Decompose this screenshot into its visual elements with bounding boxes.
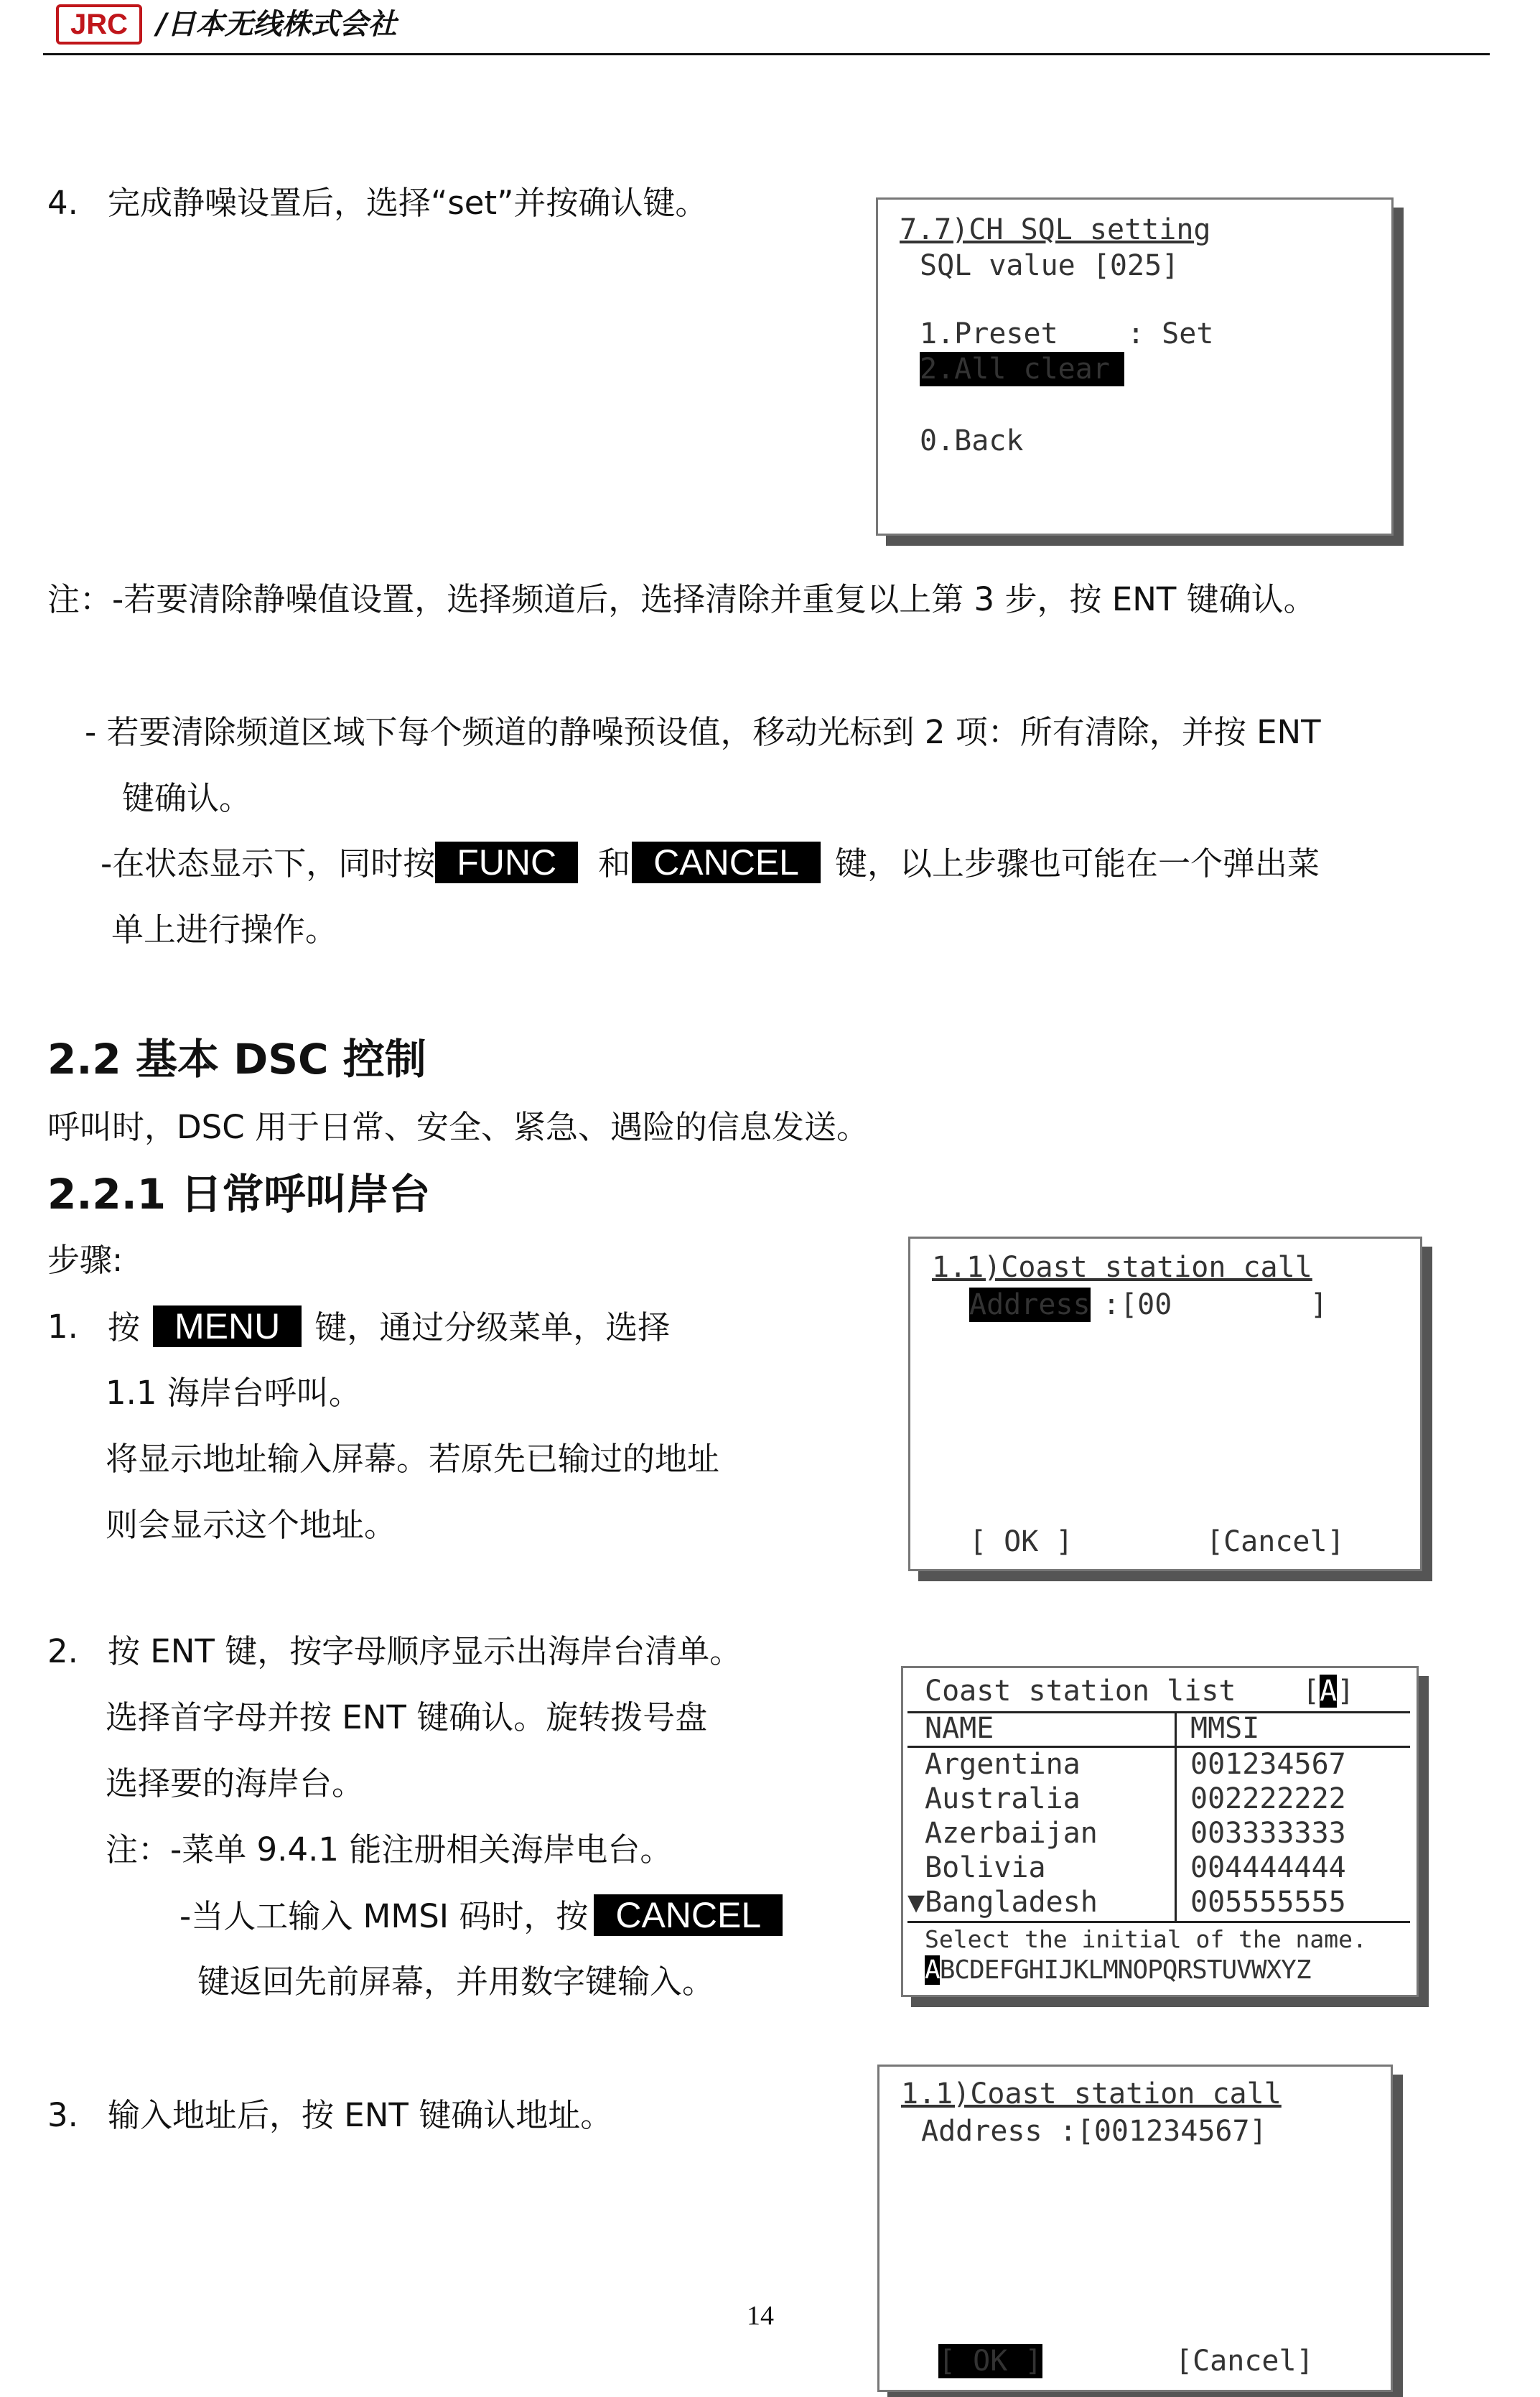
address-label: Address	[969, 1288, 1091, 1321]
step4-number: 4.	[47, 184, 78, 222]
coast-station-call-screen	[908, 1237, 1422, 1571]
note-popup-post: 键，以上步骤也可能在一个弹出菜	[834, 844, 1320, 883]
step4-text: 完成静噪设置后，选择“set”并按确认键。	[108, 184, 708, 222]
station-name: ▼Bangladesh	[907, 1886, 1098, 1919]
cancel-key-2: CANCEL	[594, 1894, 783, 1936]
station-name: Bolivia	[925, 1851, 1046, 1884]
station-row[interactable]	[903, 1851, 1406, 1885]
station-name: Argentina	[925, 1748, 1081, 1781]
ok-button[interactable]: [ OK ]	[969, 1525, 1073, 1558]
station-mmsi: 001234567	[1190, 1748, 1346, 1781]
step3-text: 输入地址后，按 ENT 键确认地址。	[108, 2096, 613, 2134]
step2-note-mmsi-cont: 键返回先前屏幕，并用数字键输入。	[197, 1963, 715, 2001]
company-name: /日本无线株式会社	[157, 8, 397, 41]
jrc-logo	[56, 4, 142, 45]
func-key: FUNC	[435, 842, 578, 883]
coast-station-call-result-screen	[877, 2065, 1393, 2392]
col-name-header: NAME	[925, 1712, 994, 1745]
note-clear-sql: 注：-若要清除静噪值设置，选择频道后，选择清除并重复以上第 3 步，按 ENT 键确认。	[47, 580, 1316, 618]
cancel-button[interactable]: [Cancel]	[1175, 2345, 1314, 2378]
screen-title: 7.7)CH SQL setting	[900, 213, 1211, 246]
section-2-2-1-heading: 2.2.1 日常呼叫岸台	[47, 1170, 431, 1219]
screen-title: 1.1)Coast station call	[901, 2077, 1282, 2110]
station-mmsi: 004444444	[1190, 1851, 1346, 1884]
list-footer-rule	[907, 1921, 1410, 1923]
menu-option-preset[interactable]: 1.Preset : Set	[920, 317, 1214, 350]
step2-line3: 选择要的海岸台。	[106, 1764, 365, 1802]
section-2-2-intro: 呼叫时，DSC 用于日常、安全、紧急、遇险的信息发送。	[47, 1108, 869, 1146]
cancel-key: CANCEL	[632, 842, 821, 883]
step2-note-mmsi	[179, 1894, 783, 1938]
station-row[interactable]	[903, 1885, 1406, 1919]
cancel-button[interactable]: [Cancel]	[1206, 1525, 1345, 1558]
menu-option-all-clear[interactable]: 2.All clear	[920, 352, 1124, 386]
station-name: Australia	[925, 1782, 1081, 1815]
step3-number: 3.	[47, 2096, 78, 2134]
alphabet-selector[interactable]	[925, 1954, 1311, 1987]
coast-station-list-screen	[901, 1666, 1419, 1997]
address-field[interactable]: :[00 ]	[1103, 1288, 1328, 1321]
title-letter-box: [A]	[1302, 1675, 1355, 1708]
logo-text: JRC	[70, 9, 129, 40]
step1-line2: 1.1 海岸台呼叫。	[106, 1374, 361, 1412]
step1-line3: 将显示地址输入屏幕。若原先已输过的地址	[106, 1440, 720, 1478]
step2-note: 注：-菜单 9.4.1 能注册相关海岸电台。	[106, 1830, 673, 1868]
page-number: 14	[747, 2301, 774, 2331]
menu-key: MENU	[153, 1305, 302, 1347]
note-clear-preset-cont: 键确认。	[122, 779, 252, 817]
station-name: Azerbaijan	[925, 1817, 1098, 1850]
note-popup-line	[101, 842, 1320, 885]
select-hint: Select the initial of the name.	[925, 1925, 1367, 1953]
station-mmsi: 005555555	[1190, 1886, 1346, 1919]
step1-pre: 按	[108, 1308, 141, 1346]
step2-number: 2.	[47, 1632, 78, 1670]
alphabet-rest[interactable]: BCDEFGHIJKLMNOPQRSTUVWXYZ	[939, 1955, 1311, 1985]
header-divider	[43, 53, 1490, 55]
note-popup-and: 和	[598, 844, 631, 883]
note-clear-preset: - 若要清除频道区域下每个频道的静噪预设值，移动光标到 2 项：所有清除，并按 ENT	[85, 713, 1321, 751]
sql-setting-screen	[876, 197, 1394, 536]
station-mmsi: 002222222	[1190, 1782, 1346, 1815]
screen-title: 1.1)Coast station call	[932, 1251, 1312, 1284]
steps-label: 步骤:	[47, 1241, 123, 1279]
note-popup-line2: 单上进行操作。	[111, 911, 338, 949]
menu-option-back[interactable]: 0.Back	[920, 424, 1024, 457]
list-title: Coast station list	[925, 1675, 1236, 1708]
ok-button[interactable]: [ OK ]	[938, 2345, 1042, 2378]
sql-value: SQL value [025]	[920, 249, 1180, 282]
selected-letter[interactable]: A	[925, 1955, 940, 1985]
note-popup-pre: -在状态显示下，同时按	[101, 844, 436, 883]
station-mmsi: 003333333	[1190, 1817, 1346, 1850]
step1-number: 1.	[47, 1308, 78, 1346]
col-mmsi-header: MMSI	[1190, 1712, 1260, 1745]
step1-line1	[108, 1305, 670, 1349]
title-letter: A	[1320, 1675, 1338, 1708]
station-row[interactable]	[903, 1782, 1406, 1816]
step2-note-mmsi-pre: -当人工输入 MMSI 码时，按	[179, 1897, 589, 1935]
station-row[interactable]	[903, 1747, 1406, 1782]
address-field[interactable]: Address :[001234567]	[921, 2115, 1267, 2148]
step1-line4: 则会显示这个地址。	[106, 1506, 397, 1544]
header	[0, 0, 1540, 57]
station-row[interactable]	[903, 1816, 1406, 1851]
section-2-2-heading: 2.2 基本 DSC 控制	[47, 1035, 426, 1084]
step2-line2: 选择首字母并按 ENT 键确认。旋转拨号盘	[106, 1698, 708, 1736]
step2-line1: 按 ENT 键，按字母顺序显示出海岸台清单。	[108, 1632, 742, 1670]
step1-post: 键，通过分级菜单，选择	[314, 1308, 671, 1346]
